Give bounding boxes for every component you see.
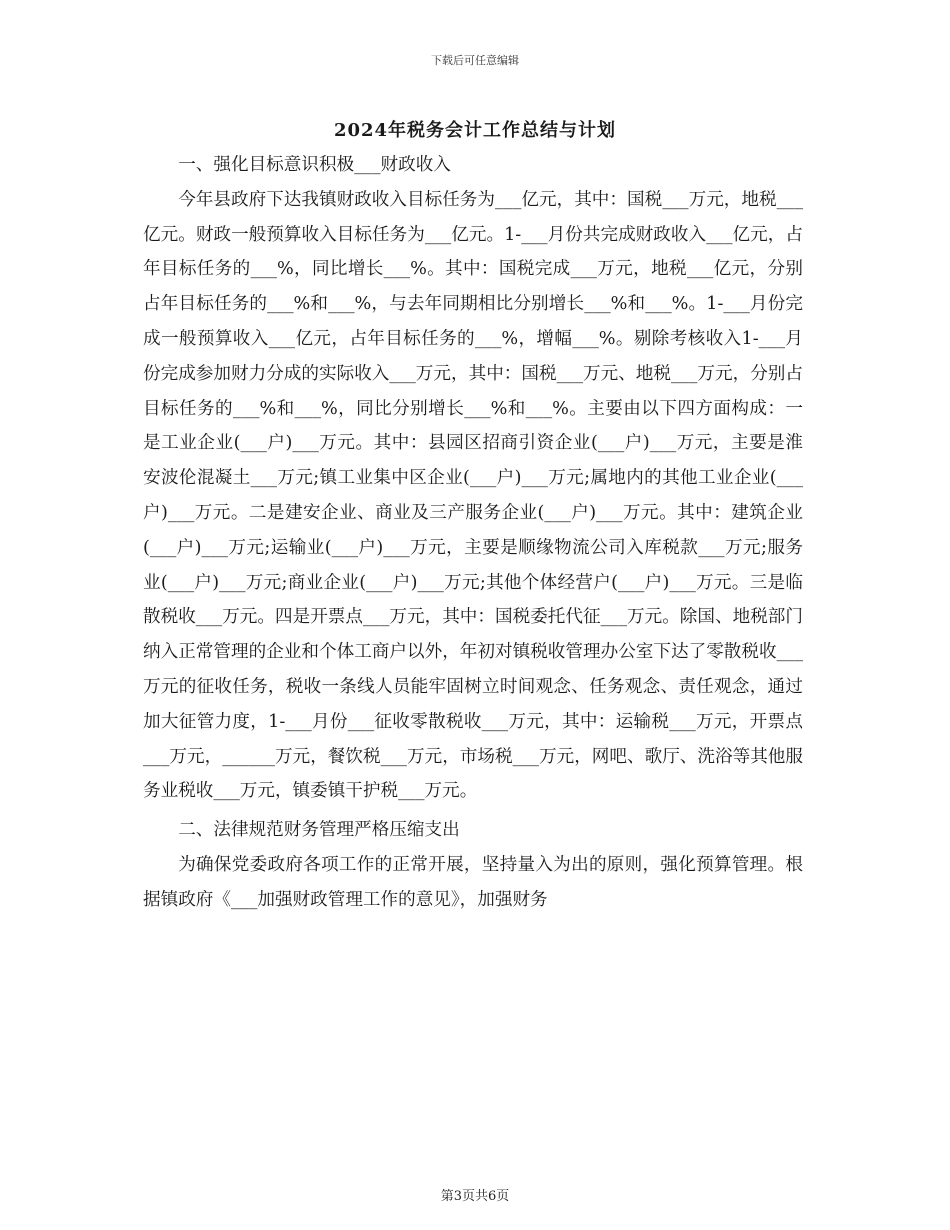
section-paragraph-1: 今年县政府下达我镇财政收入目标任务为___亿元，其中：国税___万元，地税___亿元。财政一般预算收入目标任务为___亿元。1-___月份共完成财政收入___亿元，占年目标任务的___%，同比增长___%。其中：国税完成___万元，地税___亿元，分别占年目标任务的___%和___%，与去年同期相比分别增长___%和___%。1-___月份完成一般预算收入___亿元，占年目标任务的___%，增幅___%。剔除考核收入1-___月份完成参加财力分成的实际收入___万元，其中：国税___万元、地税___万元，分别占目标任务的___%和___%，同比分别增长___%和___%。主要由以下四方面构成：一是工业企业(___户)___万元。其中：县园区招商引资企业(___户)___万元，主要是淮安波伦混凝土___万元;镇工业集中区企业(___户)___万元;属地内的其他工业企业(___户)___万元。二是建安企业、商业及三产服务企业(___户)___万元。其中：建筑企业(___户)___万元;运输业(___户)___万元，主要是顺缘物流公司入库税款___万元;服务业(___户)___万元;商业企业(___户)___万元;其他个体经营户(___户)___万元。三是临散税收___万元。四是开票点___万元，其中：国税委托代征___万元。除国、地税部门纳入正常管理的企业和个体工商户以外，年初对镇税收管理办公室下达了零散税收___万元的征收任务，税收一条线人员能牢固树立时间观念、任务观念、责任观念，通过加大征管力度，1-___月份___征收零散税收___万元，其中：运输税___万元，开票点___万元，______万元，餐饮税___万元，市场税___万元，网吧、歌厅、洗浴等其他服务业税收___万元，镇委镇干护税___万元。 xyxy=(143,189,803,802)
page-header-note: 下载后可任意编辑 xyxy=(431,54,519,67)
document-body xyxy=(143,148,803,918)
section-heading-2: 二、法律规范财务管理严格压缩支出 xyxy=(178,820,460,841)
section-paragraph-2: 为确保党委政府各项工作的正常开展，坚持量入为出的原则，强化预算管理。根据镇政府《___加强财政管理工作的意见》，加强财务 xyxy=(143,854,803,910)
section-heading-1: 一、强化目标意识积极___财政收入 xyxy=(178,155,451,175)
page-number-footer: 第3页共6页 xyxy=(440,1189,510,1204)
document-title: 2024年税务会计工作总结与计划 xyxy=(333,120,617,141)
